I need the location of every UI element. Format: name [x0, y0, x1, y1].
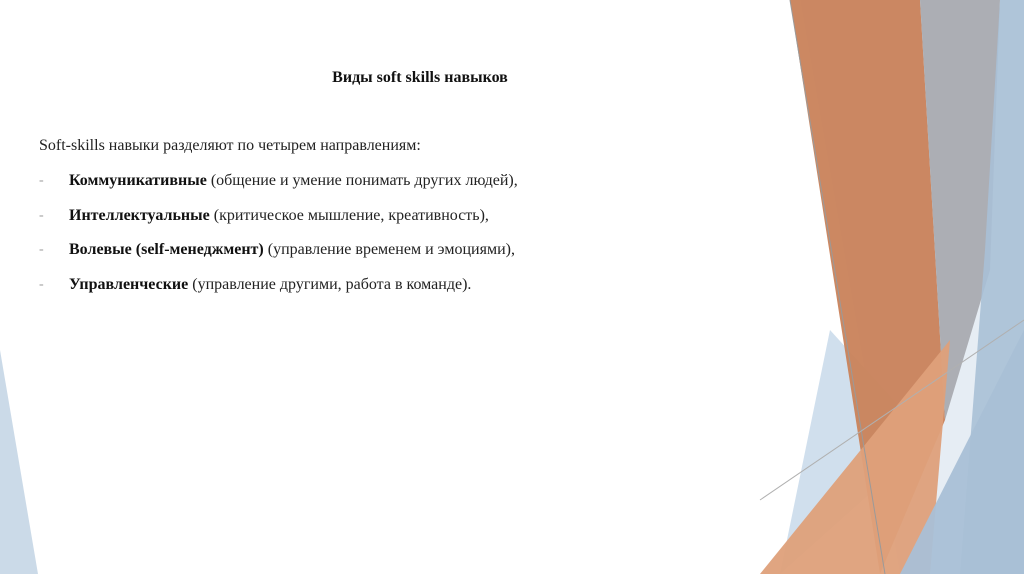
- intro-text: Soft-skills навыки разделяют по четырем направлениям:: [39, 137, 421, 154]
- item-text: [69, 276, 471, 294]
- item-desc: (критическое мышление, креативность),: [209, 206, 489, 224]
- item-term: Коммуникативные: [69, 172, 207, 189]
- item-term: Управленческие: [69, 275, 189, 293]
- item-desc: (управление временем и эмоциями),: [263, 241, 515, 258]
- item-desc: (общение и умение понимать других людей),: [206, 172, 518, 189]
- slide-title: Виды soft skills навыков: [332, 69, 508, 86]
- item-desc: (управление другими, работа в команде).: [188, 275, 472, 293]
- bullet-dash: -: [39, 207, 44, 223]
- bullet-dash: -: [39, 242, 44, 257]
- item-text: [69, 241, 515, 259]
- item-text: [69, 172, 518, 190]
- left-blue-triangle: [0, 350, 38, 574]
- item-text: [69, 207, 489, 225]
- bullet-dash: -: [39, 173, 44, 188]
- item-term: Интеллектуальные: [69, 206, 210, 224]
- item-term: Волевые (self-менеджмент): [69, 241, 264, 258]
- bullet-dash: -: [39, 276, 44, 292]
